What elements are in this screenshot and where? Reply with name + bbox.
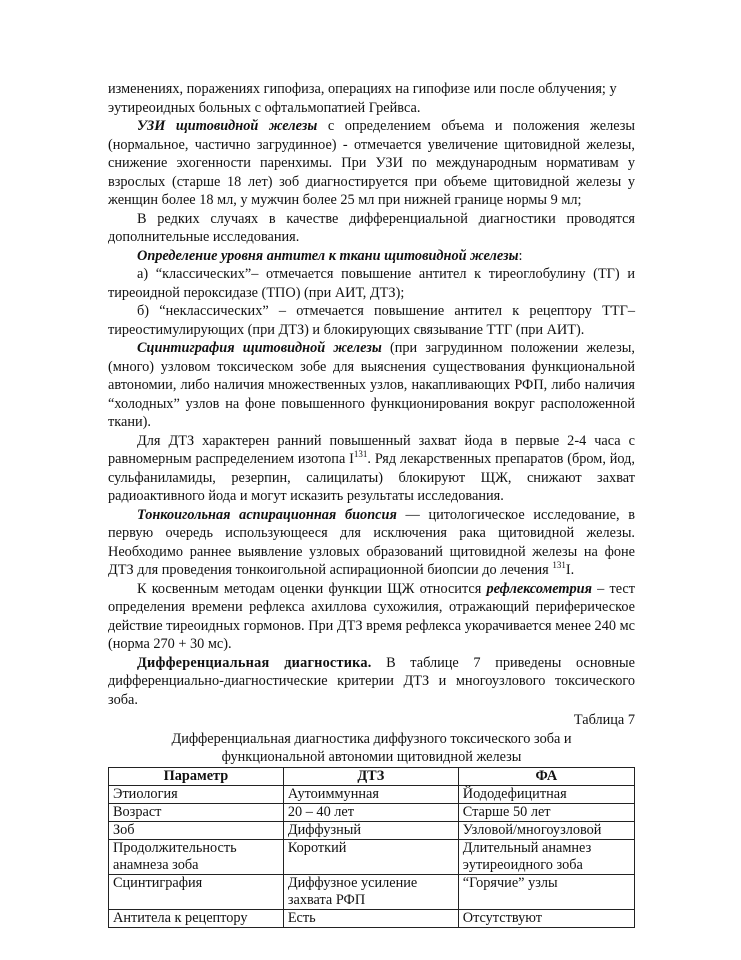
table-cell: Узловой/многоузловой bbox=[458, 821, 634, 839]
table-cell: Антитела к рецептору bbox=[109, 909, 284, 927]
scinti-text: (при загрудинном положении железы, (много) узловом токсическом зобе для выяснения существования функциональной автономии, либо наличия множественных узлов, накапливающих РФП, либо наличия “холодных” узлов на фоне повышенного функционирования вокруг расположенной ткани). bbox=[108, 340, 635, 430]
reflex-term: рефлексометрия bbox=[486, 580, 592, 597]
table-cell: Короткий bbox=[283, 839, 458, 874]
table-cell: Диффузный bbox=[283, 821, 458, 839]
table-row bbox=[109, 909, 635, 927]
rare-paragraph: В редких случаях в качестве дифференциальной диагностики проводятся дополнительные исследования. bbox=[108, 210, 635, 245]
table-cell: Возраст bbox=[109, 803, 284, 821]
table-row bbox=[109, 803, 635, 821]
table-header-row bbox=[109, 767, 635, 785]
uptake-paragraph bbox=[108, 432, 635, 506]
antibodies-item-b: б) “неклассических” – отмечается повышение антител к рецептору ТТГ– тиреостимулирующих (при ДТЗ) и блокирующих связывание ТТГ (при АИТ). bbox=[108, 303, 635, 338]
table-row bbox=[109, 839, 635, 874]
diff-text: В таблице 7 приведены основные дифференциально-диагностические критерии ДТЗ и многоузлового токсического зоба. bbox=[108, 654, 635, 708]
document-page bbox=[108, 80, 635, 928]
reflex-text-before: К косвенным методам оценки функции ЩЖ относится bbox=[137, 580, 487, 597]
biopsy-heading: Тонкоигольная аспирационная биопсия bbox=[137, 506, 397, 523]
scinti-paragraph bbox=[108, 339, 635, 432]
table-cell: Отсутствуют bbox=[458, 909, 634, 927]
table-caption-line-1: Дифференциальная диагностика диффузного токсического зоба и bbox=[171, 730, 572, 747]
intro-line-2: эутиреоидных больных с офтальмопатией Грейвса. bbox=[108, 99, 421, 116]
table-cell: Продолжительность анамнеза зоба bbox=[109, 839, 284, 874]
table-label: Таблица 7 bbox=[573, 712, 635, 728]
biopsy-text: — цитологическое исследование, в первую очередь использующееся для исключения рака щитовидной железы. Необходимо раннее выявление узловых образований щитовидной железы на фоне ДТЗ для проведения тонкоигольной аспирационной биопсии до лечения bbox=[108, 506, 635, 578]
biopsy-end: I. bbox=[565, 562, 575, 578]
table-caption-line-2: функциональной автономии щитовидной железы bbox=[221, 748, 522, 765]
uzi-text: с определением объема и положения железы (нормальное, частично загрудинное) - отмечается увеличение щитовидной железы, снижение эхогенности паренхимы. При УЗИ по международным нормативам у взрослых (старше 18 лет) зоб диагностируется при объеме щитовидной железы у женщин более 18 мл, у мужчин более 25 мл при нижней границе нормы 9 мл; bbox=[108, 118, 635, 208]
reflex-text-after: – тест определения времени рефлекса ахиллова сухожилия, отражающий периферическое действие тиреоидных гормонов. При ДТЗ время рефлекса укорачивается менее 240 мс (норма 270 + 30 мс). bbox=[108, 580, 636, 652]
uzi-heading: УЗИ щитовидной железы bbox=[137, 118, 318, 134]
antibodies-heading: Определение уровня антител к ткани щитовидной железы bbox=[137, 247, 519, 264]
reflex-paragraph bbox=[108, 580, 635, 654]
uptake-text-before: Для ДТЗ характерен ранний повышенный захват йода в первые 2-4 часа с равномерным распределением изотопа I bbox=[108, 432, 635, 467]
isotope-superscript: 131 bbox=[353, 449, 368, 459]
table-cell: Йододефицитная bbox=[458, 785, 634, 803]
antibodies-colon: : bbox=[518, 247, 523, 264]
intro-line-1: изменениях, поражениях гипофиза, операциях на гипофизе или после облучения; у bbox=[108, 81, 617, 97]
table-cell: Диффузное усиление захвата РФП bbox=[283, 874, 458, 909]
biopsy-superscript: 131 bbox=[552, 560, 566, 570]
diff-heading: Дифференциальная диагностика. bbox=[137, 654, 372, 671]
antibodies-item-a: а) “классических”– отмечается повышение антител к тиреоглобулину (ТГ) и тиреоидной пероксидазе (ТПО) (при АИТ, ДТЗ); bbox=[108, 266, 635, 301]
table-cell: Зоб bbox=[109, 821, 284, 839]
comparison-table bbox=[108, 767, 635, 928]
table-caption bbox=[108, 730, 635, 766]
table-cell: 20 – 40 лет bbox=[283, 803, 458, 821]
table-row bbox=[109, 785, 635, 803]
table-row bbox=[109, 874, 635, 909]
biopsy-paragraph bbox=[108, 506, 635, 580]
scinti-heading: Сцинтиграфия щитовидной железы bbox=[137, 340, 382, 356]
table-cell: “Горячие” узлы bbox=[458, 874, 634, 909]
uzi-paragraph bbox=[108, 117, 635, 210]
table-row bbox=[109, 821, 635, 839]
table-cell: Длительный анамнез эутиреоидного зоба bbox=[458, 839, 634, 874]
table-cell: Старше 50 лет bbox=[458, 803, 634, 821]
table-header-cell: ФА bbox=[458, 767, 634, 785]
table-cell: Этиология bbox=[109, 785, 284, 803]
table-cell: Аутоиммунная bbox=[283, 785, 458, 803]
diff-paragraph bbox=[108, 654, 635, 710]
table-cell: Сцинтиграфия bbox=[109, 874, 284, 909]
table-header-cell: Параметр bbox=[109, 767, 284, 785]
antibodies-heading-line bbox=[108, 247, 635, 266]
intro-paragraph bbox=[108, 80, 635, 117]
table-header-cell: ДТЗ bbox=[283, 767, 458, 785]
table-cell: Есть bbox=[283, 909, 458, 927]
uptake-text-after: . Ряд лекарственных препаратов (бром, йод, сульфаниламиды, резерпин, салицилаты) блокируют ЩЖ, снижают захват радиоактивного йода и могут исказить результаты исследования. bbox=[108, 451, 635, 504]
